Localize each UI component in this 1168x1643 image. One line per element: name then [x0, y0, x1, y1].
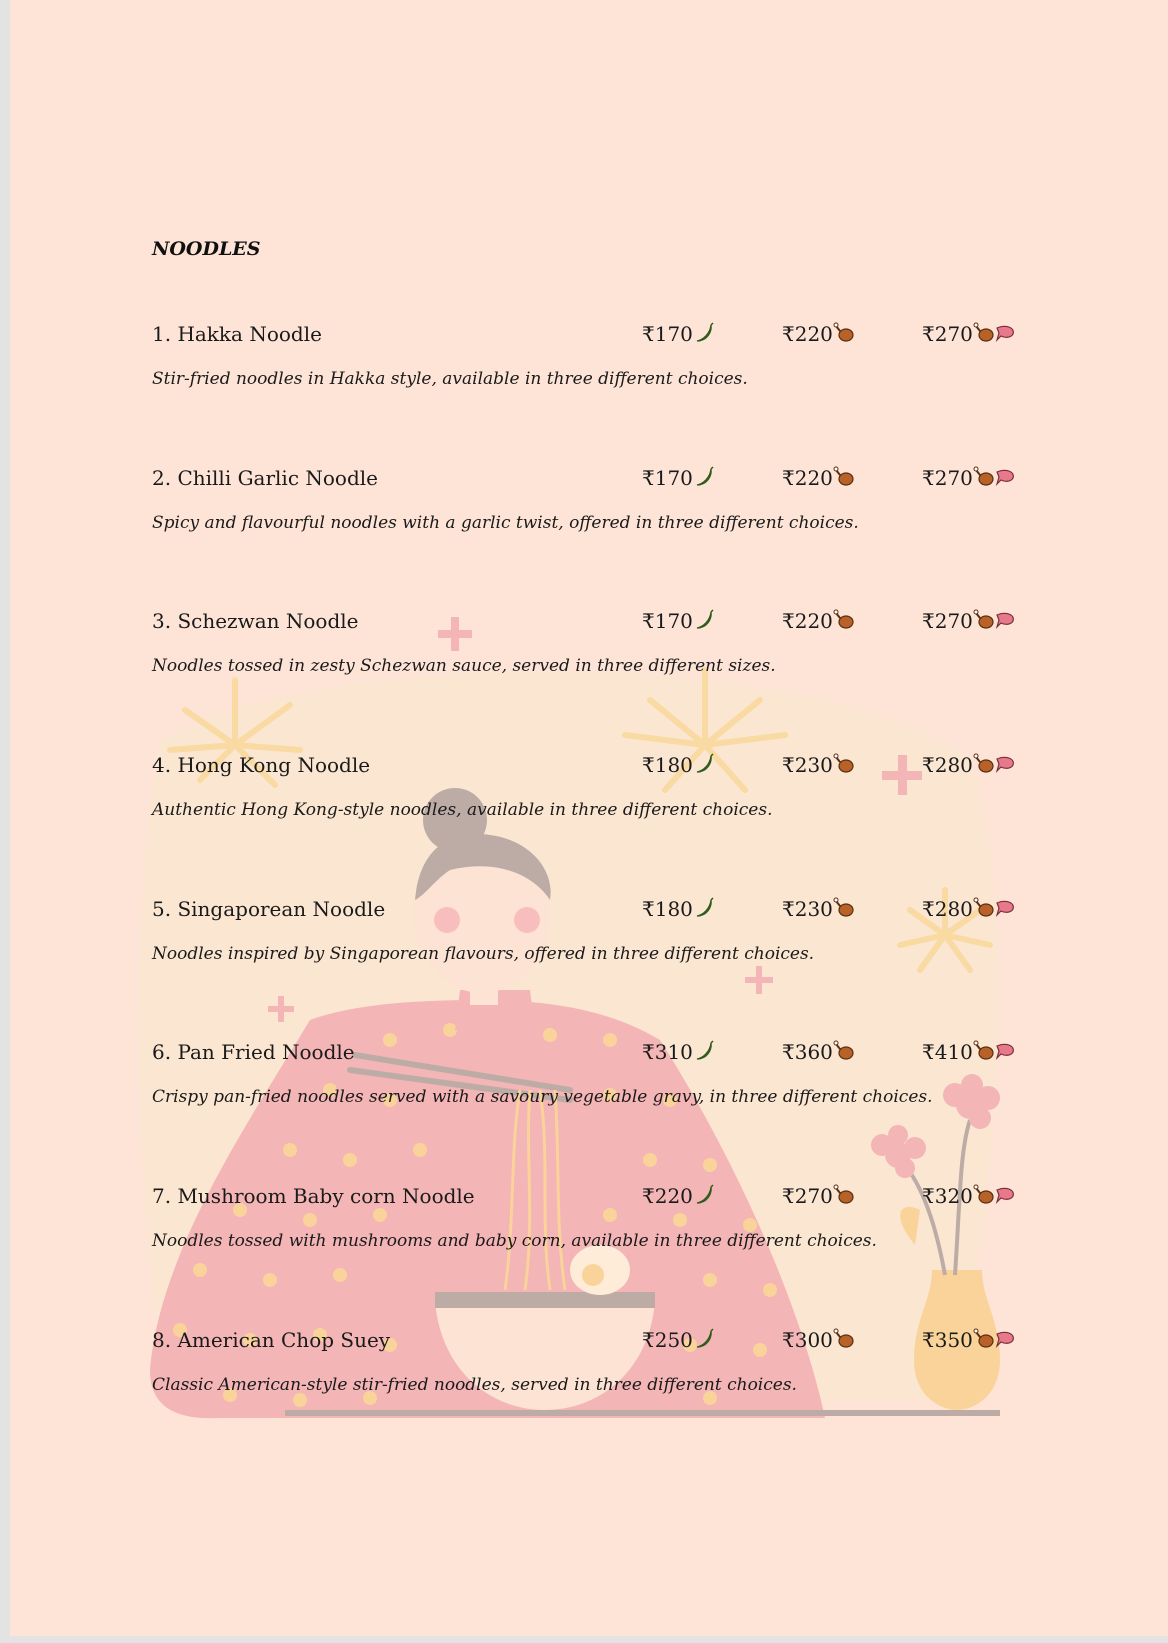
prawn-price: ₹270 [922, 322, 1017, 346]
item-name: 7. Mushroom Baby corn Noodle [152, 1184, 475, 1208]
item-description: Spicy and flavourful noodles with a garlic twist, offered in three different choices. [152, 513, 859, 533]
prawn-icon [973, 322, 1017, 346]
veg-price: ₹170 [642, 609, 715, 633]
chicken-leg-icon [833, 466, 855, 490]
veg-price: ₹220 [642, 1184, 715, 1208]
item-name: 5. Singaporean Noodle [152, 897, 386, 921]
item-name: 6. Pan Fried Noodle [152, 1040, 355, 1064]
section-title: NOODLES [152, 238, 261, 260]
item-name: 8. American Chop Suey [152, 1328, 391, 1352]
item-description: Stir-fried noodles in Hakka style, available in three different choices. [152, 369, 748, 389]
item-description: Noodles inspired by Singaporean flavours, offered in three different choices. [152, 944, 815, 964]
cucumber-icon [693, 1184, 715, 1208]
prawn-price: ₹270 [922, 609, 1017, 633]
item-description: Noodles tossed in zesty Schezwan sauce, served in three different sizes. [152, 656, 776, 676]
veg-price: ₹310 [642, 1040, 715, 1064]
veg-price: ₹170 [642, 466, 715, 490]
item-name: 1. Hakka Noodle [152, 322, 322, 346]
chicken-price: ₹220 [782, 609, 855, 633]
chicken-price: ₹360 [782, 1040, 855, 1064]
prawn-icon [973, 897, 1017, 921]
item-description: Noodles tossed with mushrooms and baby corn, available in three different choices. [152, 1231, 877, 1251]
prawn-price: ₹410 [922, 1040, 1017, 1064]
prawn-icon [973, 753, 1017, 777]
chicken-price: ₹270 [782, 1184, 855, 1208]
item-description: Authentic Hong Kong-style noodles, available in three different choices. [152, 800, 773, 820]
chicken-leg-icon [833, 1040, 855, 1064]
chicken-price: ₹230 [782, 897, 855, 921]
prawn-icon [973, 1184, 1017, 1208]
cucumber-icon [693, 322, 715, 346]
prawn-price: ₹350 [922, 1328, 1017, 1352]
prawn-icon [973, 1328, 1017, 1352]
prawn-price: ₹280 [922, 753, 1017, 777]
chicken-leg-icon [833, 753, 855, 777]
chicken-price: ₹300 [782, 1328, 855, 1352]
cucumber-icon [693, 1040, 715, 1064]
item-description: Crispy pan-fried noodles served with a savoury vegetable gravy, in three different choices. [152, 1087, 933, 1107]
veg-price: ₹180 [642, 897, 715, 921]
veg-price: ₹250 [642, 1328, 715, 1352]
item-name: 2. Chilli Garlic Noodle [152, 466, 378, 490]
cucumber-icon [693, 1328, 715, 1352]
chicken-leg-icon [833, 609, 855, 633]
prawn-icon [973, 466, 1017, 490]
item-name: 4. Hong Kong Noodle [152, 753, 371, 777]
cucumber-icon [693, 466, 715, 490]
chicken-price: ₹220 [782, 322, 855, 346]
prawn-price: ₹320 [922, 1184, 1017, 1208]
prawn-icon [973, 1040, 1017, 1064]
prawn-price: ₹280 [922, 897, 1017, 921]
chicken-leg-icon [833, 897, 855, 921]
chicken-leg-icon [833, 1328, 855, 1352]
chicken-leg-icon [833, 1184, 855, 1208]
cucumber-icon [693, 753, 715, 777]
chicken-leg-icon [833, 322, 855, 346]
item-name: 3. Schezwan Noodle [152, 609, 359, 633]
chicken-price: ₹220 [782, 466, 855, 490]
veg-price: ₹180 [642, 753, 715, 777]
prawn-price: ₹270 [922, 466, 1017, 490]
item-description: Classic American-style stir-fried noodles, served in three different choices. [152, 1375, 797, 1395]
veg-price: ₹170 [642, 322, 715, 346]
chicken-price: ₹230 [782, 753, 855, 777]
prawn-icon [973, 609, 1017, 633]
menu-page [10, 0, 1168, 1636]
cucumber-icon [693, 897, 715, 921]
cucumber-icon [693, 609, 715, 633]
